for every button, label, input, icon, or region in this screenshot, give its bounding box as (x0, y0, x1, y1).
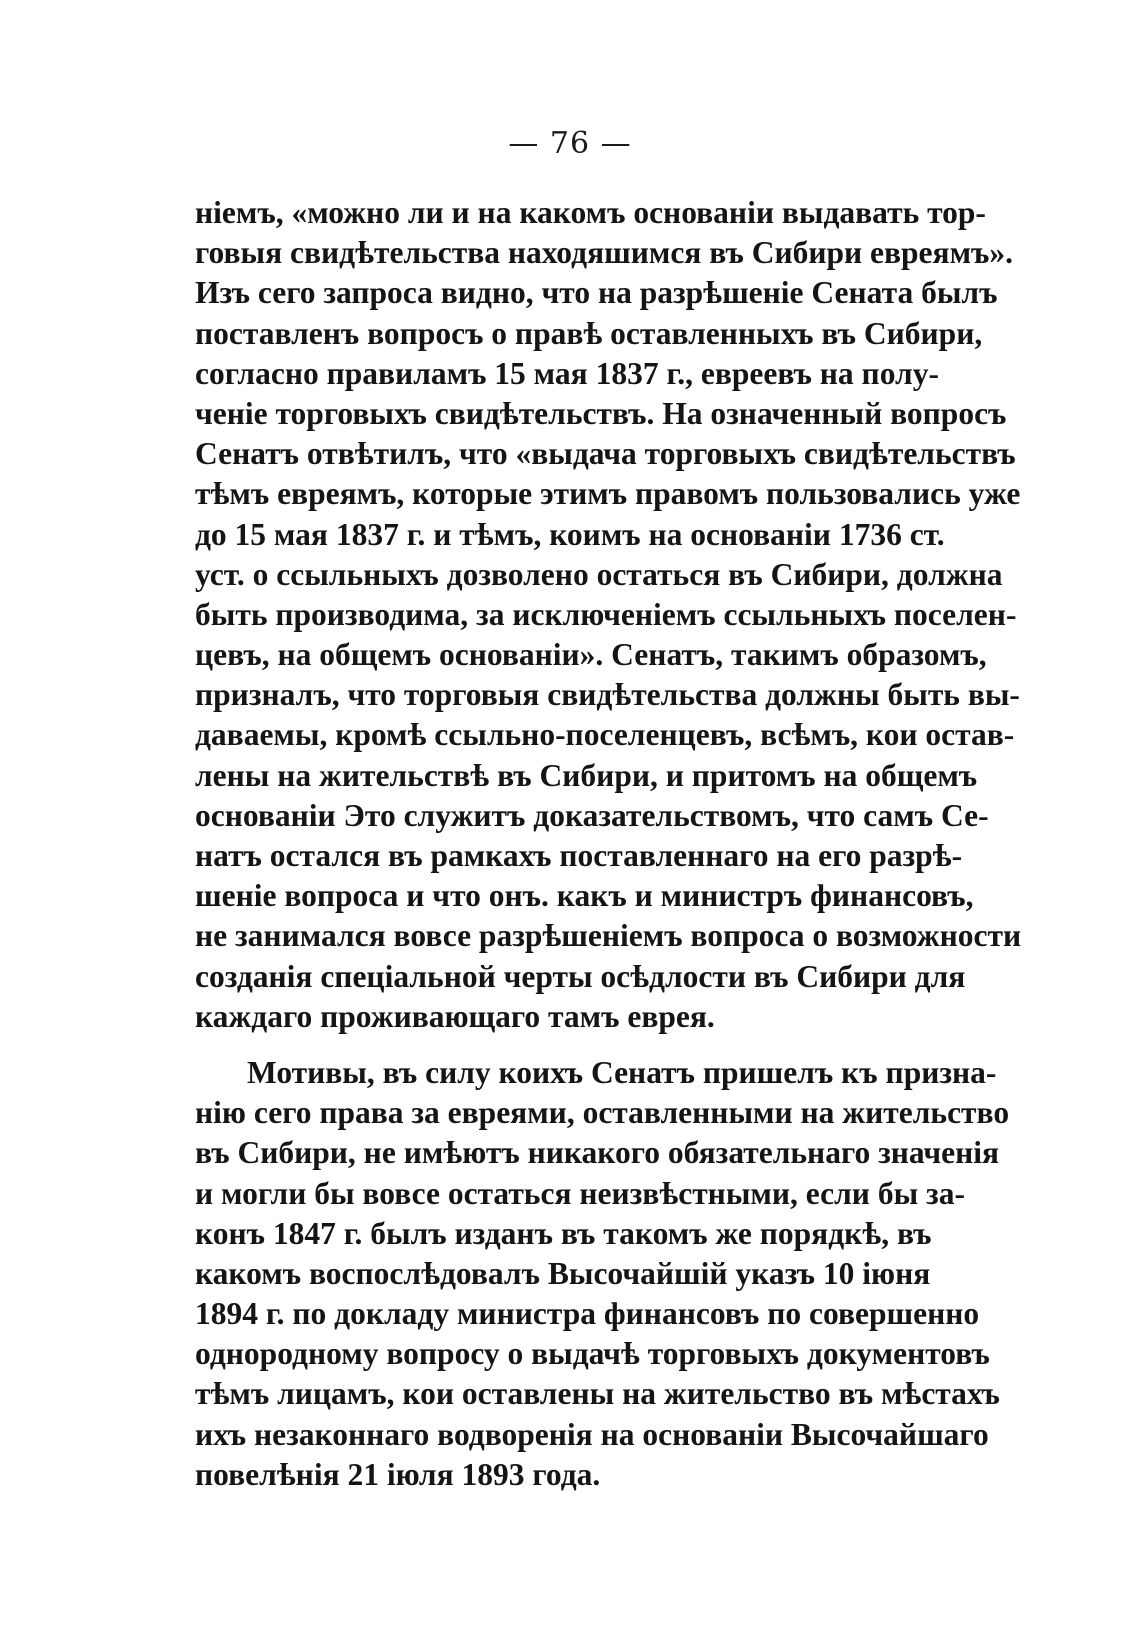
text-line: даваемы, кромѣ ссыльно-поселенцевъ, всѣмъ, кои остав- (195, 717, 1015, 753)
text-line: тѣмъ лицамъ, кои оставлены на жительство въ мѣстахъ (195, 1376, 1000, 1412)
text-line: согласно правиламъ 15 мая 1837 г., евреевъ на полу- (195, 355, 939, 391)
text-line: призналъ, что торговыя свидѣтельства должны быть вы- (195, 677, 1020, 713)
text-line: Мотивы, въ силу коихъ Сенатъ пришелъ къ призна- (247, 1054, 997, 1090)
text-line: поставленъ вопросъ о правѣ оставленныхъ въ Сибири, (195, 315, 983, 351)
text-line: нiемъ, «можно ли и на какомъ основанiи выдавать тор- (195, 195, 986, 230)
text-line: тѣмъ евреямъ, которые этимъ правомъ пользовались уже (195, 476, 1021, 512)
text-line: 1894 г. по докладу министра финансовъ по совершенно (195, 1296, 980, 1332)
text-line: ихъ незаконнаго водворенiя на основанiи Высочайшаго (195, 1416, 989, 1452)
text-line: лены на жительствѣ въ Сибири, и притомъ на общемъ (195, 757, 978, 793)
text-line: каждаго проживающаго тамъ еврея. (195, 998, 715, 1034)
text-line: натъ остался въ рамкахъ поставленнаго на его разрѣ- (195, 838, 963, 873)
page-number: — 76 — (508, 126, 632, 161)
text-line: конъ 1847 г. былъ изданъ въ такомъ же порядкѣ, въ (195, 1215, 932, 1251)
body-text (195, 193, 1022, 1495)
text-line: шенiе вопроса и что онъ. какъ и министръ финансовъ, (195, 878, 974, 914)
text-line: созданiя спецiальной черты осѣдлости въ Сибири для (195, 958, 966, 994)
text-line: и могли бы вовсе остаться неизвѣстными, если бы за- (195, 1175, 965, 1211)
paragraph (195, 1053, 1010, 1495)
text-line: какомъ воспослѣдовалъ Высочайшiй указъ 10 iюня (195, 1255, 931, 1291)
text-line: повелѣнiя 21 iюля 1893 года. (195, 1456, 601, 1492)
text-line: въ Сибири, не имѣютъ никакого обязательнаго значенiя (195, 1135, 1000, 1171)
paragraph-gap (195, 1037, 923, 1053)
text-line: уст. о ссыльныхъ дозволено остаться въ Сибири, должна (195, 556, 1003, 592)
text-line: однородному вопросу о выдачѣ торговыхъ документовъ (195, 1336, 990, 1372)
text-line: Изъ сего запроса видно, что на разрѣшенiе Сената былъ (195, 275, 998, 311)
text-line: Сенатъ отвѣтилъ, что «выдача торговыхъ свидѣтельствъ (195, 436, 1016, 472)
text-line: нiю сего права за евреями, оставленными на жительство (195, 1095, 1010, 1131)
text-line: ченiе торговыхъ свидѣтельствъ. На означенный вопросъ (195, 395, 1007, 431)
text-line: до 15 мая 1837 г. и тѣмъ, коимъ на основанiи 1736 ст. (195, 516, 945, 552)
text-line: говыя свидѣтельства находяшимся въ Сибири евреямъ». (195, 235, 1014, 271)
paragraph (195, 193, 1022, 1037)
text-line: быть производима, за исключенiемъ ссыльныхъ поселен- (195, 596, 1017, 632)
text-line: не занимался вовсе разрѣшенiемъ вопроса о возможности (195, 918, 1022, 954)
text-line: основанiи Это служитъ доказательствомъ, что самъ Се- (195, 797, 989, 833)
text-line: цевъ, на общемъ основанiи». Сенатъ, такимъ образомъ, (195, 637, 987, 673)
